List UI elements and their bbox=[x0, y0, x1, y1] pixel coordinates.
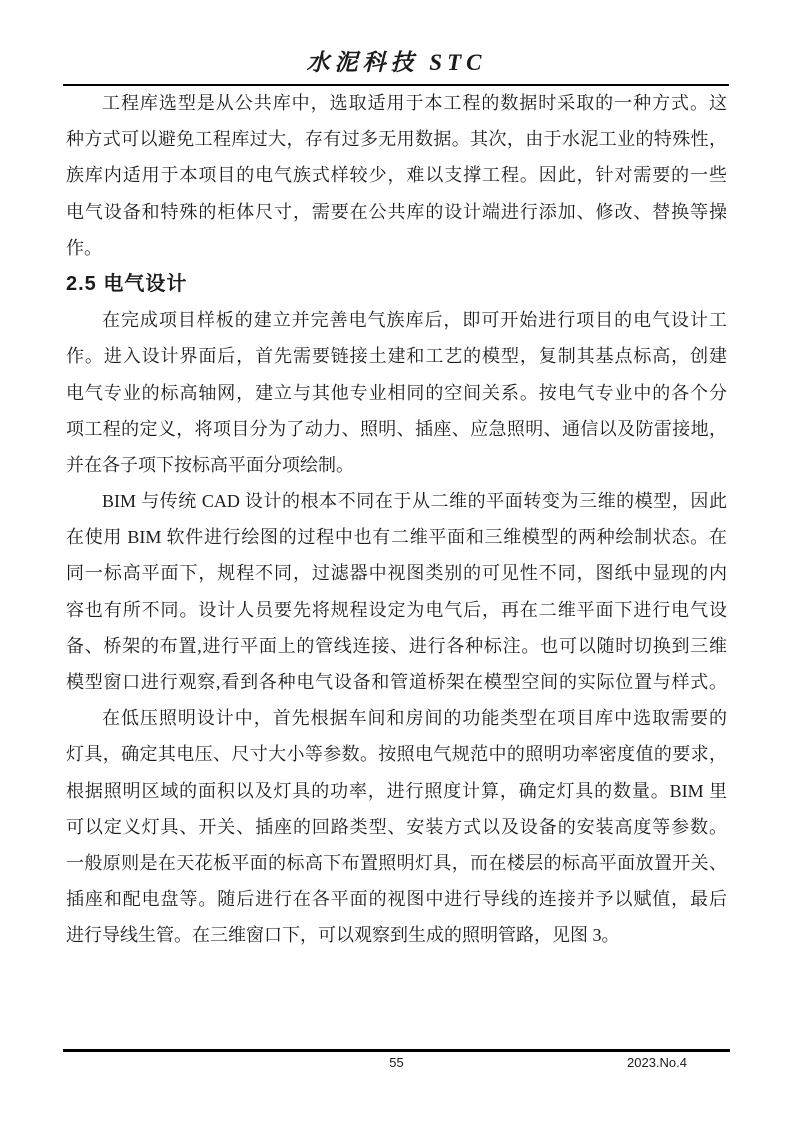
issue-number: 2023.No.4 bbox=[627, 1055, 687, 1070]
page-footer bbox=[63, 1055, 730, 1073]
paragraph-line: 灯具，确定其电压、尺寸大小等参数。按照电气规范中的照明功率密度值的要求， bbox=[66, 744, 727, 765]
paragraph-line: 并在各子项下按标高平面分项绘制。 bbox=[66, 454, 354, 475]
paragraph-line: 种方式可以避免工程库过大，存有过多无用数据。其次，由于水泥工业的特殊性， bbox=[66, 129, 727, 150]
paragraph-line: 进行导线生管。在三维窗口下，可以观察到生成的照明管路，见图 3。 bbox=[66, 925, 620, 946]
paragraph-line: 作。 bbox=[66, 237, 102, 258]
paragraph-line: 在完成项目样板的建立并完善电气族库后，即可开始进行项目的电气设计工 bbox=[102, 310, 727, 331]
paragraph-line: 可以定义灯具、开关、插座的回路类型、安装方式以及设备的安装高度等参数。 bbox=[66, 816, 727, 837]
page-number: 55 bbox=[389, 1055, 404, 1070]
paragraph-line: 项工程的定义，将项目分为了动力、照明、插座、应急照明、通信以及防雷接地， bbox=[66, 418, 727, 439]
paragraph-line: 族库内适用于本项目的电气族式样较少，难以支撑工程。因此，针对需要的一些 bbox=[66, 165, 727, 186]
paragraph-line: 备、桥架的布置,进行平面上的管线连接、进行各种标注。也可以随时切换到三维 bbox=[66, 635, 727, 656]
paragraph-line: 电气专业的标高轴网，建立与其他专业相同的空间关系。按电气专业中的各个分 bbox=[66, 382, 727, 403]
paragraph-line: 工程库选型是从公共库中，选取适用于本工程的数据时采取的一种方式。这 bbox=[102, 93, 727, 113]
paragraph-line: 电气设备和特殊的柜体尺寸，需要在公共库的设计端进行添加、修改、替换等操 bbox=[66, 201, 727, 222]
footer-rule bbox=[63, 1049, 730, 1052]
journal-title: 水泥科技 STC bbox=[306, 50, 487, 75]
paragraph-line: 一般原则是在天花板平面的标高下布置照明灯具，而在楼层的标高平面放置开关、 bbox=[66, 852, 727, 873]
paragraph-line: 作。进入设计界面后，首先需要链接土建和工艺的模型，复制其基点标高，创建 bbox=[66, 346, 727, 367]
section-heading: 2.5 电气设计 bbox=[66, 272, 188, 295]
paragraph-line: 容也有所不同。设计人员要先将规程设定为电气后，再在二维平面下进行电气设 bbox=[66, 599, 727, 620]
paragraph-line: 插座和配电盘等。随后进行在各平面的视图中进行导线的连接并予以赋值，最后 bbox=[66, 889, 727, 910]
paragraph-line: 同一标高平面下，规程不同，过滤器中视图类别的可见性不同，图纸中显现的内 bbox=[66, 563, 727, 584]
paragraph-line: 根据照明区域的面积以及灯具的功率，进行照度计算，确定灯具的数量。BIM 里 bbox=[66, 780, 727, 801]
article-body bbox=[66, 85, 727, 954]
paragraph-line: 在低压照明设计中，首先根据车间和房间的功能类型在项目库中选取需要的 bbox=[102, 708, 727, 729]
paragraph-line: 在使用 BIM 软件进行绘图的过程中也有二维平面和三维模型的两种绘制状态。在 bbox=[66, 527, 727, 548]
paragraph-line: 模型窗口进行观察,看到各种电气设备和管道桥架在模型空间的实际位置与样式。 bbox=[66, 672, 727, 692]
paragraph-line: BIM 与传统 CAD 设计的根本不同在于从二维的平面转变为三维的模型，因此 bbox=[102, 491, 727, 512]
